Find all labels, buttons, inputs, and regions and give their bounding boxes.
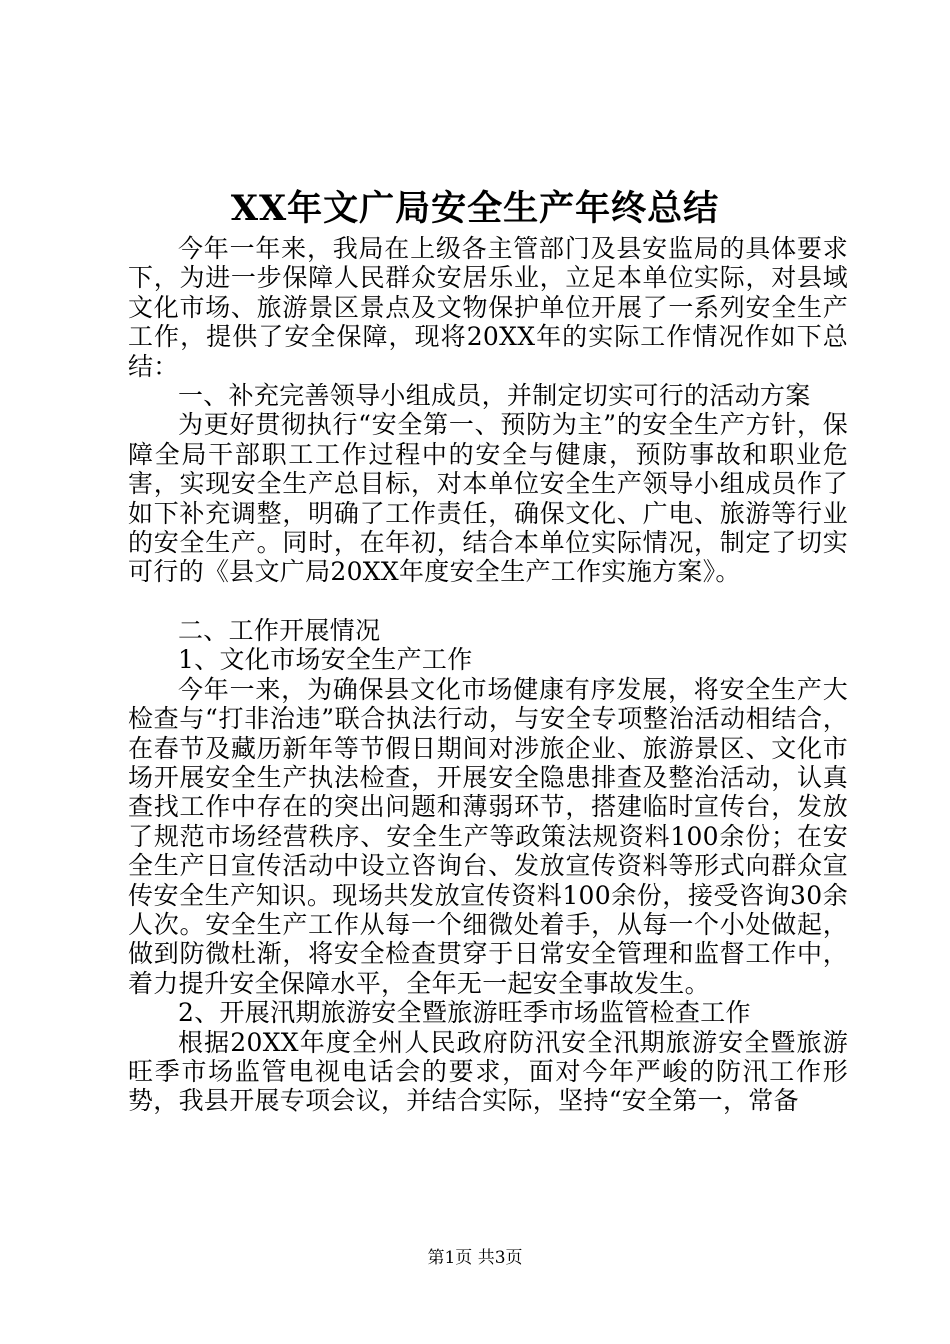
section-heading-2: 二、工作开展情况	[178, 615, 381, 645]
document-body	[128, 234, 848, 1116]
paragraph-intro: 今年一年来，我局在上级各主管部门及县安监局的具体要求下，为进一步保障人民群众安居乐业，立足本单位实际，对县域文化市场、旅游景区景点及文物保护单位开展了一系列安全生产工作，提供了安全保障，现将20XX年的实际工作情况作如下总结：	[128, 234, 848, 381]
section-heading-1: 一、补充完善领导小组成员，并制定切实可行的活动方案	[178, 381, 811, 411]
page-footer: 第1页 共3页	[427, 1248, 523, 1268]
subsection-heading-1: 1、文化市场安全生产工作	[178, 645, 473, 675]
paragraph-section-1: 为更好贯彻执行“安全第一、预防为主”的安全生产方针，保障全局干部职工工作过程中的安全与健康，预防事故和职业危害，实现安全生产总目标，对本单位安全生产领导小组成员作了如下补充调整，明确了工作责任，确保文化、广电、旅游等行业的安全生产。同时，在年初，结合本单位实际情况，制定了切实可行的《县文广局20XX年度安全生产工作实施方案》。	[128, 410, 848, 587]
paragraph-gap	[128, 587, 848, 616]
paragraph-flood-season: 根据20XX年度全州人民政府防汛安全汛期旅游安全暨旅游旺季市场监管电视电话会的要求，面对今年严峻的防汛工作形势，我县开展专项会议，并结合实际，坚持“安全第一，常备	[128, 1027, 848, 1116]
paragraph-culture-market: 今年一来，为确保县文化市场健康有序发展，将安全生产大检查与“打非治违”联合执法行动，与安全专项整治活动相结合，在春节及藏历新年等节假日期间对涉旅企业、旅游景区、文化市场开展安全生产执法检查，开展安全隐患排查及整治活动，认真查找工作中存在的突出问题和薄弱环节，搭建临时宣传台，发放了规范市场经营秩序、安全生产等政策法规资料100余份；在安全生产日宣传活动中设立咨询台、发放宣传资料等形式向群众宣传安全生产知识。现场共发放宣传资料100余份，接受咨询30余人次。安全生产工作从每一个细微处着手，从每一个小处做起，做到防微杜渐，将安全检查贯穿于日常安全管理和监督工作中，着力提升安全保障水平，全年无一起安全事故发生。	[128, 674, 848, 998]
document-title: XX年文广局安全生产年终总结	[230, 188, 720, 229]
subsection-heading-2: 2、开展汛期旅游安全暨旅游旺季市场监管检查工作	[178, 998, 751, 1028]
